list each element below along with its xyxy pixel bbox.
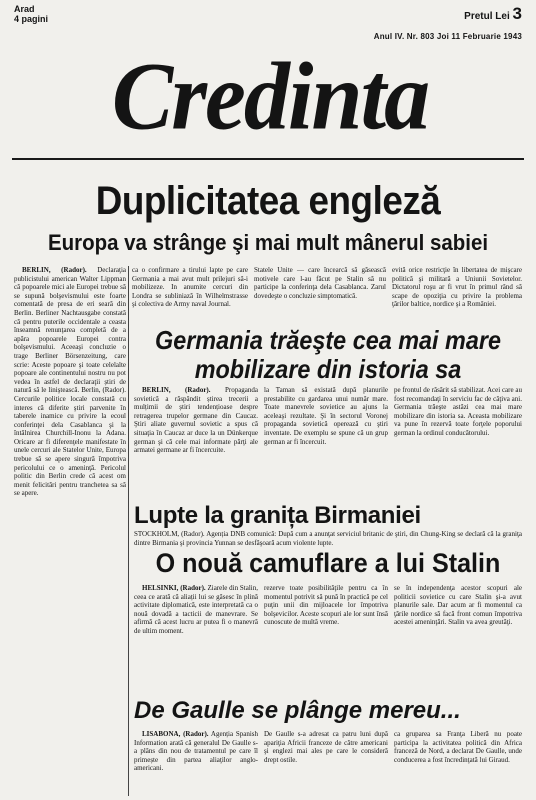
price-label: Pretul Lei xyxy=(464,11,510,22)
degaulle-headline: De Gaulle se plânge mereu... xyxy=(134,697,461,724)
germania-column-3: pe frontul de răsărit să stabilizat. Acei care au fost recomandaţi în serviciu fac de câţiva ani. Germania trăeşte astăzi cea mai mare mobilizare din istoria sa. Aceasta mobilizare va pune în rezervă toate forţele poporului german la ordinul conducătorului. xyxy=(394,386,522,437)
germania-headline: Germania trăeşte cea mai mare mobilizare din istoria sa xyxy=(154,325,501,384)
main-column-3: Statele Unite — care încearcă să găsească motivele care l-au făcut pe Stalin să nu participe la conferinţa dela Casablanca. Zarul dovedeşte o concluzie simptomatică. xyxy=(254,266,386,300)
germania-col1-text: Propaganda sovietică a răspândit știrea trecerii a mulțimii de știri tendențioase despre retragerea trupelor germane din Caucaz. Ştiri aliate guvernul sovietic a spus că situaţia în Caucaz ar duce la un Dünkerque german şi că cele mai informate părţi ale armatei germane ar fi încercuite. xyxy=(134,386,258,455)
stalin-headline: O nouă camuflare a lui Stalin xyxy=(155,548,501,578)
stalin-lead: HELSINKI, (Rador). xyxy=(142,584,206,592)
main-column-1 xyxy=(14,266,126,776)
pages-label: 4 pagini xyxy=(14,14,49,24)
main-subheadline: Europa va strânge şi mai mult mânerul sabiei xyxy=(47,230,489,255)
stalin-column-1 xyxy=(134,584,258,694)
main-col1-text: Declaraţia publicistului american Walter Lippman că popoarele mici ale Europei trebue să se supună bolşevismului este foarte comentată de presa de eri seară din Berlin. Berliner Nachtausgabe constată că pentru puterile occidentale a ceasta înseamnă renunţarea completă de a apăra popoarele Europei contra bolşevismului. Aceeaşi concluzie o trage Berliner Börsenzeitung, care scrie: Aceste popoare şi toate celelalte popoare ale continentului nostru nu pot vedea în astfel de declaraţii știri de natură să le liniştească. Berlin, (Rador). Cercurile politice locale constată cu interes că diferite ştiri parvenite în taberele inamice cu privire la ecoul conferinţei dela Casablanca şi la întâlnirea Churchill-Inonu la Adana. Oricare ar fi diferenţele manifestate în unele cercuri ale Statelor Unite, Europa trebue să se apere singură împotriva pericolului ce o ameninţă. Pericolul politic din Berlin crede că acest om menit felicitări pentru tranchetea sa să se apere. xyxy=(14,266,126,498)
germania-lead: BERLIN, (Rador). xyxy=(142,386,211,394)
main-lead: BERLIN, (Rador). xyxy=(22,266,87,274)
stalin-column-3: se în independenţa acestor scopuri ale politicii sovietice cu care Stalin şi-a avut planurile sale. Dar acum ar fi momentul ca ţările nordice să facă front comun împotriva acestei ameninţări. Stalin va avea greutăţi. xyxy=(394,584,522,627)
degaulle-column-2: De Gaulle s-a adresat ca patru luni după apariţia Africii franceze de către americani şi englezi mai ales pe care le consideră drept ostile. xyxy=(264,730,388,764)
degaulle-column-3: ca gruparea sa Franţa Liberă nu poate participa la activitatea politică din Africa franceză de Nord, a declarat De Gaulle, unde conducerea a fost încredinţată lui Giraud. xyxy=(394,730,522,764)
degaulle-column-1 xyxy=(134,730,258,796)
header-left xyxy=(14,4,48,24)
main-column-2: ca o confirmare a tirului lapte pe care Germania a mai avut mult prilejuri să-i mobilizeze. In anumite cercuri din Londra se subliniază în Wilhelmstrasse şi colectiva de Army naval Journal. xyxy=(132,266,248,309)
price-value: 3 xyxy=(512,4,522,23)
degaulle-col1-text: Agenția Spanish Information arată că generalul De Gaulle s-a plâns din nou de tratamentul pe care îl primește din partea aliaţilor anglo-americani. xyxy=(134,730,258,773)
location-label: Arad xyxy=(14,4,35,14)
germania-column-2: la Taman să existată după planurile prestabilite cu gardarea unui număr mare. Toate manevrele sovietice au ajuns la aceleaşi rezultate. Şi în sectorul Voronej propaganda sovietică operează cu ştiri inventate. De exemplu se spune că un grup german ar fi încercuit. xyxy=(264,386,388,446)
masthead-title: Credinta xyxy=(111,42,429,150)
stalin-col1-text: Ziarele din Stalin, ceea ce arată că aliații lui se găsesc în plină activitate diplomatică, este interpretată ca o nouă dovadă a tacticii de manevrare. Se afirmă că acest lucru ar putea fi o manevră de ultim moment. xyxy=(134,584,258,635)
main-column-4: evită orice restricţie în libertatea de mişcare politică şi militară a Uniunii Sovietelor. Dictatorul roşu ar fi vrut în primul rând să scape de opoziţia cu privire la problema ţărilor baltice, nordice şi a României. xyxy=(392,266,522,309)
column-divider xyxy=(128,266,129,796)
main-headline: Duplicitatea engleză xyxy=(95,179,441,223)
birmania-headline: Lupte la granița Birmaniei xyxy=(134,502,421,529)
price-block xyxy=(464,4,522,24)
birmania-text: STOCKHOLM, (Rador). Agenția DNB comunică: După cum a anunţat serviciul britanic de ştiri, din Chung-King se declară că la graniţa dintre Birmania şi provincia Yunnan se desfăşoară acum violente lupte. xyxy=(134,530,522,547)
stalin-column-2: rezerve toate posibilităţile pentru ca în momentul potrivit să pună în practică pe cel puţin unii din mijloacele lor împotriva bolşevicilor. Aceste scopuri ale lor sunt însă cunoscute de multă vreme. xyxy=(264,584,388,627)
top-rule xyxy=(12,158,524,160)
germania-column-1 xyxy=(134,386,258,498)
issue-line: Anul IV. Nr. 803 Joi 11 Februarie 1943 xyxy=(373,32,522,41)
degaulle-lead: LISABONA, (Rador). xyxy=(142,730,209,738)
